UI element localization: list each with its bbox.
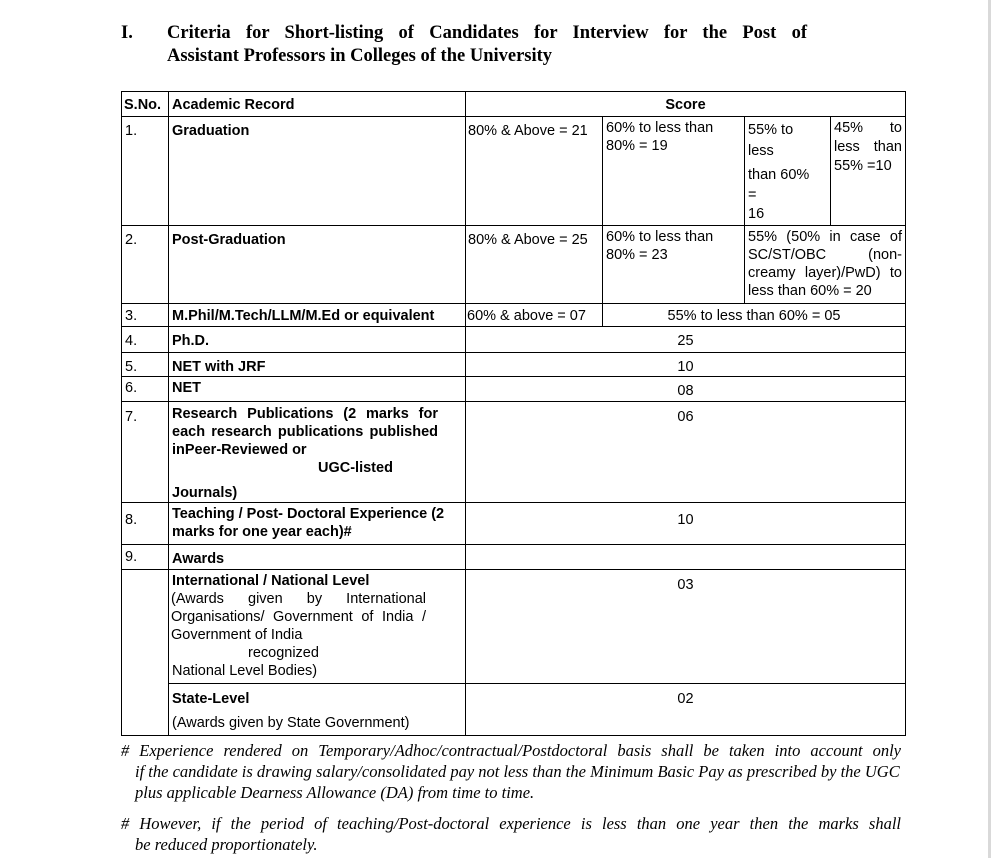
award-desc: (Awards given by State Government): [172, 715, 410, 731]
score-cell: 60% & above = 07: [466, 304, 603, 327]
row-record: [169, 570, 466, 684]
score-cell: 06: [466, 402, 906, 503]
row-record: M.Phil/M.Tech/LLM/M.Ed or equivalent: [169, 304, 466, 327]
score-cell: 55% to less than 60% = 05: [603, 304, 906, 327]
row-record: [169, 684, 466, 736]
table-row: [122, 545, 906, 570]
score-text: than 60%: [748, 167, 810, 183]
row-record: [169, 503, 466, 545]
row-record: Graduation: [169, 117, 466, 226]
footnote-line: if the candidate is drawing salary/consolidated pay not less than the Minimum Basic Pay as prescribed by the UGC plus applicable Dearness Allowance (DA) from time to time.: [135, 762, 900, 802]
row-record: Post-Graduation: [169, 226, 466, 304]
footnote-proportional: [121, 813, 901, 855]
table-row: [122, 684, 906, 736]
row-sno: 2.: [122, 226, 169, 304]
footnote-line: be reduced proportionately.: [135, 835, 318, 854]
row-record: [169, 402, 466, 503]
score-cell: 60% to less than 80% = 19: [603, 117, 745, 226]
criteria-table: [121, 91, 906, 736]
row-sno: 3.: [122, 304, 169, 327]
footnote-line: # Experience rendered on Temporary/Adhoc/contractual/Postdoctoral basis shall be taken into account only: [121, 741, 901, 760]
record-text: Research Publications (2 marks for each research publications published inPeer-Reviewed or: [172, 406, 438, 458]
row-sno: 8.: [122, 503, 169, 545]
award-title: State-Level: [172, 691, 250, 707]
footnote-line: # However, if the period of teaching/Post-doctoral experience is less than one year then the marks shall: [121, 814, 901, 833]
table-row: [122, 226, 906, 304]
award-title: International / National Level: [172, 573, 370, 589]
score-cell: 03: [466, 570, 906, 684]
score-cell: 60% to less than 80% = 23: [603, 226, 745, 304]
table-row: [122, 503, 906, 545]
record-text: Teaching / Post- Doctoral Experience (2 marks for one year each)#: [172, 506, 445, 540]
section-title-line2: Assistant Professors in Colleges of the University: [167, 46, 553, 66]
footnote-experience: [121, 740, 901, 803]
record-text: Journals): [172, 485, 238, 501]
score-cell: 10: [466, 503, 906, 545]
score-cell: 55% (50% in case of SC/ST/OBC (non-creamy layer)/PwD) to less than 60% = 20: [745, 226, 906, 304]
row-sno: 7.: [122, 402, 169, 503]
row-record: NET with JRF: [169, 353, 466, 377]
header-score: Score: [466, 92, 906, 117]
header-academic-record: Academic Record: [169, 92, 466, 117]
table-row: [122, 304, 906, 327]
row-sno: 6.: [122, 377, 169, 402]
table-row: [122, 402, 906, 503]
table-row: [122, 570, 906, 684]
award-desc: National Level Bodies): [172, 663, 318, 679]
score-cell: 08: [466, 377, 906, 402]
row-record: Awards: [169, 545, 466, 570]
table-row: [122, 117, 906, 226]
table-row: [122, 327, 906, 353]
score-cell: 80% & Above = 21: [466, 117, 603, 226]
score-cell: [745, 117, 831, 226]
table-header-row: [122, 92, 906, 117]
row-sno: 4.: [122, 327, 169, 353]
score-text: 55% to: [748, 122, 794, 138]
award-desc: (Awards given by International Organisations/ Government of India / Government of India: [171, 591, 426, 643]
score-text: less: [748, 143, 774, 159]
row-sno: 1.: [122, 117, 169, 226]
score-cell: 02: [466, 684, 906, 736]
row-record: Ph.D.: [169, 327, 466, 353]
row-sno: 5.: [122, 353, 169, 377]
section-title-line1: Criteria for Short-listing of Candidates for Interview for the Post of: [167, 23, 807, 43]
header-sno: S.No.: [122, 92, 169, 117]
score-cell: [466, 545, 906, 570]
section-number: I.: [121, 23, 133, 43]
score-cell: 80% & Above = 25: [466, 226, 603, 304]
section-title: [167, 22, 807, 68]
score-text: 16: [748, 206, 765, 222]
row-sno: [122, 570, 169, 736]
award-desc: recognized: [248, 645, 319, 661]
table-row: [122, 353, 906, 377]
table-row: [122, 377, 906, 402]
row-sno: 9.: [122, 545, 169, 570]
score-cell: 45% to less than 55% =10: [831, 117, 906, 226]
record-text: UGC-listed: [318, 460, 393, 476]
row-record: NET: [169, 377, 466, 402]
score-cell: 25: [466, 327, 906, 353]
score-text: =: [748, 187, 757, 203]
score-cell: 10: [466, 353, 906, 377]
